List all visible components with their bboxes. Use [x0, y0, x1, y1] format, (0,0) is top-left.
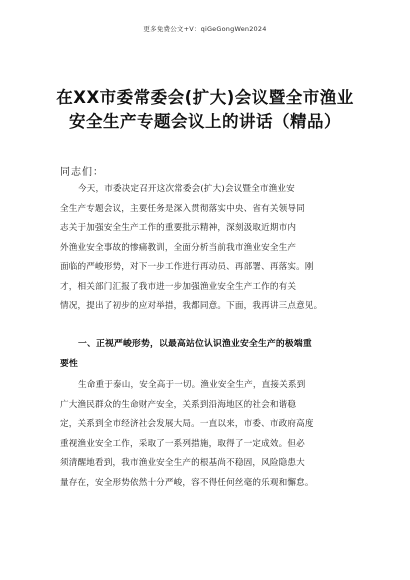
title-line-2: 安全生产专题会议上的讲话（精品） — [69, 112, 341, 131]
paragraph-line: 才，相关部门汇报了我市进一步加强渔业安全生产工作的有关 — [60, 281, 297, 292]
paragraph-line: 今天，市委决定召开这次常委会(扩大)会议暨全市渔业安 — [78, 184, 295, 194]
heading-line: 一、正视严峻形势，以最高站位认识渔业安全生产的极端重 — [78, 339, 312, 349]
paragraph-line: 外渔业安全事故的惨痛教训，全面分析当前我市渔业安全生产 — [60, 242, 297, 253]
header-note: 更多免费公文+V：qiGeGongWen2024 — [143, 25, 267, 33]
paragraph-line: 情况，提出了初步的应对举措，我都同意。下面，我再讲三点意见。 — [60, 301, 323, 311]
heading-line: 要性 — [60, 358, 78, 369]
paragraph-line: 量存在，安全形势依然十分严峻，容不得任何丝毫的乐观和懈怠。 — [60, 477, 314, 488]
paragraph-line: 定，关系到全市经济社会发展大局。一直以来，市委、市政府高度 — [60, 419, 314, 429]
paragraph-line: 重视渔业安全工作，采取了一系列措施，取得了一定成效。但必 — [60, 438, 305, 449]
paragraph-section-1 — [60, 376, 358, 493]
paragraph-line: 志关于加强安全生产工作的重要批示精神，深刻汲取近期市内 — [60, 223, 297, 233]
paragraph-line: 须清醒地看到，我市渔业安全生产的根基尚不稳固，风险隐患大 — [60, 458, 305, 468]
title-line-1: 在XX市委常委会(扩大)会议暨全市渔业 — [56, 88, 354, 107]
paragraph-opening — [60, 180, 358, 317]
salutation: 同志们： — [60, 167, 104, 178]
paragraph-line: 全生产专题会议，主要任务是深入贯彻落实中央、省有关领导同 — [60, 203, 305, 214]
section-heading-1 — [60, 335, 358, 374]
document-title — [40, 86, 370, 134]
paragraph-line: 广大渔民群众的生命财产安全，关系到沿海地区的社会和谐稳 — [60, 399, 297, 410]
paragraph-line: 生命重于泰山，安全高于一切。渔业安全生产，直接关系到 — [78, 380, 306, 390]
paragraph-line: 面临的严峻形势，对下一步工作进行再动员、再部署、再落实。刚 — [60, 262, 314, 272]
